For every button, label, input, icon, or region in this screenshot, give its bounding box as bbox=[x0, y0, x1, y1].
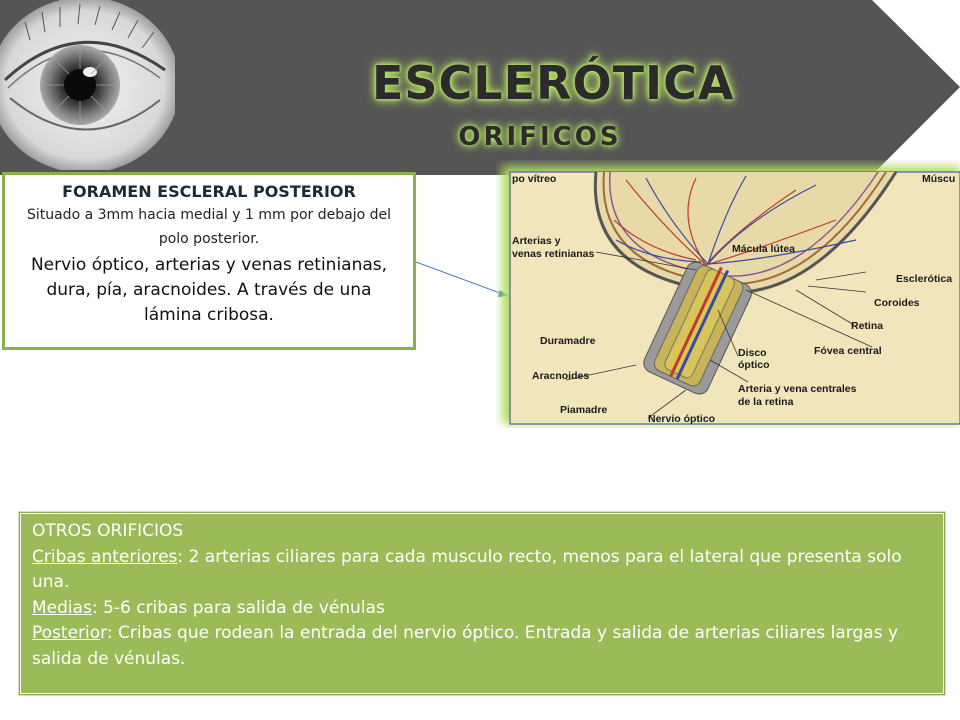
anatomy-diagram bbox=[496, 160, 960, 428]
label-vitreo: po vítreo bbox=[512, 173, 557, 185]
label-arteria-vena-1: Arteria y vena centrales bbox=[738, 383, 857, 395]
label-aracnoides: Aracnoides bbox=[532, 370, 590, 382]
label-esclerotica: Esclerótica bbox=[896, 273, 953, 285]
anteriores-label: Cribas anteriores bbox=[32, 546, 178, 567]
foramen-heading: FORAMEN ESCLERAL POSTERIOR bbox=[62, 182, 356, 201]
page-subtitle: ORIFICOS bbox=[458, 122, 622, 152]
label-disco-2: óptico bbox=[738, 359, 770, 371]
label-venas: venas retinianas bbox=[512, 248, 595, 260]
medias-text: : 5-6 cribas para salida de vénulas bbox=[91, 597, 385, 618]
posterior-text: r: Cribas que rodean la entrada del nervio óptico. Entrada y salida de arterias ciliares largas y salida de vénulas. bbox=[32, 623, 899, 669]
medias-label: Medias bbox=[32, 597, 92, 618]
label-nervio: Nervio óptico bbox=[648, 413, 716, 425]
label-duramadre: Duramadre bbox=[540, 335, 596, 347]
label-retina: Retina bbox=[851, 320, 884, 332]
label-piamadre: Piamadre bbox=[560, 404, 608, 416]
label-arteria-vena-2: de la retina bbox=[738, 396, 794, 408]
otros-anteriores bbox=[32, 545, 933, 596]
otros-medias bbox=[32, 596, 933, 622]
label-macula: Mácula lútea bbox=[732, 243, 796, 255]
foramen-content: Nervio óptico, arterias y venas retinianas, dura, pía, aracnoides. A través de una lámina cribosa. bbox=[30, 255, 388, 325]
label-fovea: Fóvea central bbox=[814, 345, 882, 357]
label-disco-1: Disco bbox=[738, 347, 767, 359]
otros-orificios-box bbox=[20, 513, 944, 694]
anteriores-text: : 2 arterias ciliares para cada musculo recto, menos para el lateral que presenta solo una. bbox=[32, 546, 902, 592]
eye-illustration bbox=[0, 0, 175, 170]
posterior-label: Posterio bbox=[32, 623, 101, 643]
page-title: ESCLERÓTICA bbox=[372, 56, 735, 110]
label-musculo: Múscu bbox=[922, 173, 956, 185]
label-coroides: Coroides bbox=[874, 297, 920, 309]
foramen-text-box bbox=[2, 172, 416, 350]
otros-heading: OTROS ORIFICIOS bbox=[32, 521, 184, 541]
otros-posterior bbox=[32, 621, 933, 672]
label-arterias: Arterias y bbox=[512, 235, 561, 247]
foramen-location: Situado a 3mm hacia medial y 1 mm por debajo del polo posterior. bbox=[26, 207, 392, 247]
